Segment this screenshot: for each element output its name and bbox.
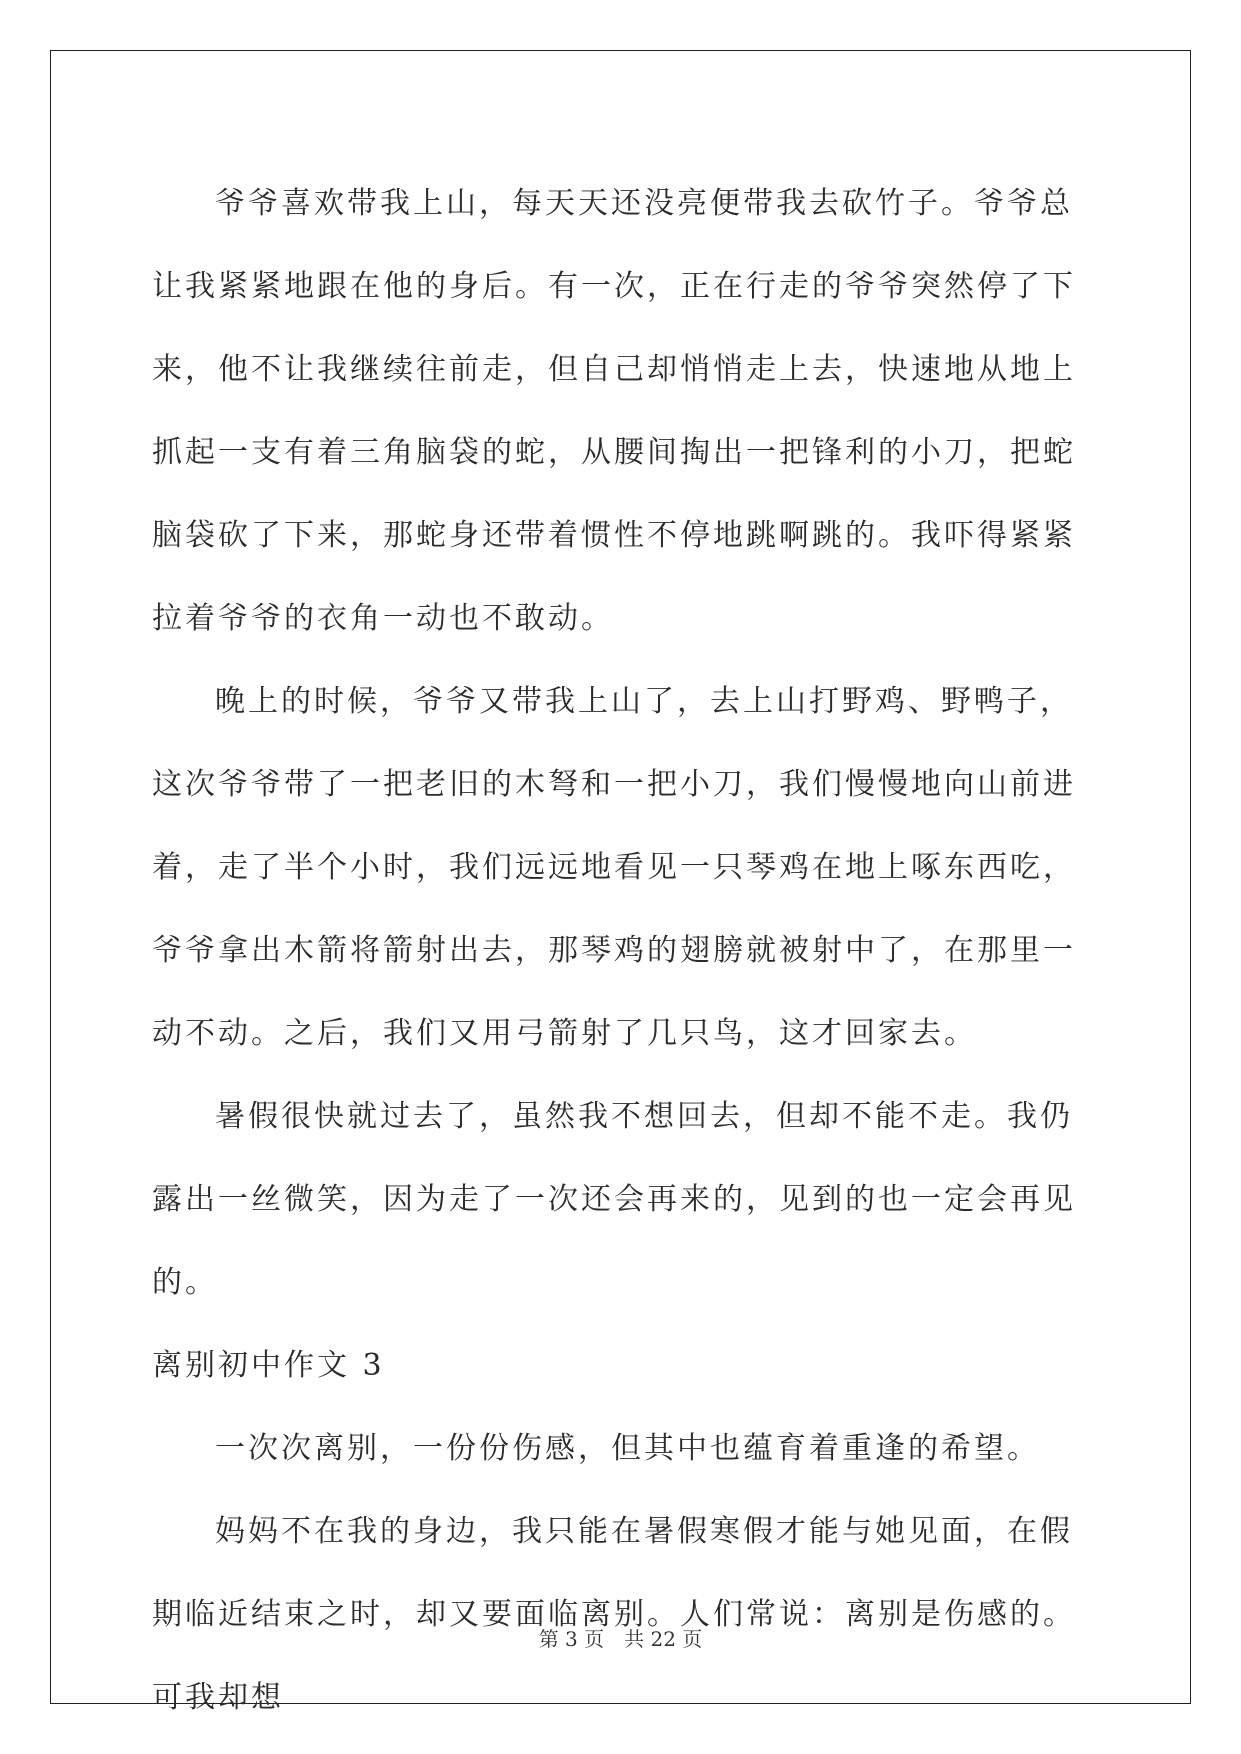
- paragraph: 暑假很快就过去了，虽然我不想回去，但却不能不走。我仍露出一丝微笑，因为走了一次还会再来的，见到的也一定会再见的。: [152, 1099, 1076, 1300]
- paragraph: 一次次离别，一份份伤感，但其中也蕴育着重逢的希望。: [215, 1431, 1040, 1466]
- section-title: 离别初中作文 3: [152, 1348, 385, 1383]
- document-body: [152, 162, 1092, 1739]
- page-number-footer: 第 3 页 共 22 页: [538, 1627, 703, 1651]
- paragraph: 晚上的时候，爷爷又带我上山了，去上山打野鸡、野鸭子，这次爷爷带了一把老旧的木弩和一把小刀，我们慢慢地向山前进着，走了半个小时，我们远远地看见一只琴鸡在地上啄东西吃，爷爷拿出木箭将箭射出去，那琴鸡的翅膀就被射中了，在那里一动不动。之后，我们又用弓箭射了几只鸟，这才回家去。: [152, 684, 1076, 1051]
- paragraph: 爷爷喜欢带我上山，每天天还没亮便带我去砍竹子。爷爷总让我紧紧地跟在他的身后。有一次，正在行走的爷爷突然停了下来，他不让我继续往前走，但自己却悄悄走上去，快速地从地上抓起一支有着三角脑袋的蛇，从腰间掏出一把锋利的小刀，把蛇脑袋砍了下来，那蛇身还带着惯性不停地跳啊跳的。我吓得紧紧拉着爷爷的衣角一动也不敢动。: [152, 186, 1076, 636]
- paragraph: 妈妈不在我的身边，我只能在暑假寒假才能与她见面，在假期临近结束之时，却又要面临离别。人们常说：离别是伤感的。可我却想: [152, 1514, 1076, 1715]
